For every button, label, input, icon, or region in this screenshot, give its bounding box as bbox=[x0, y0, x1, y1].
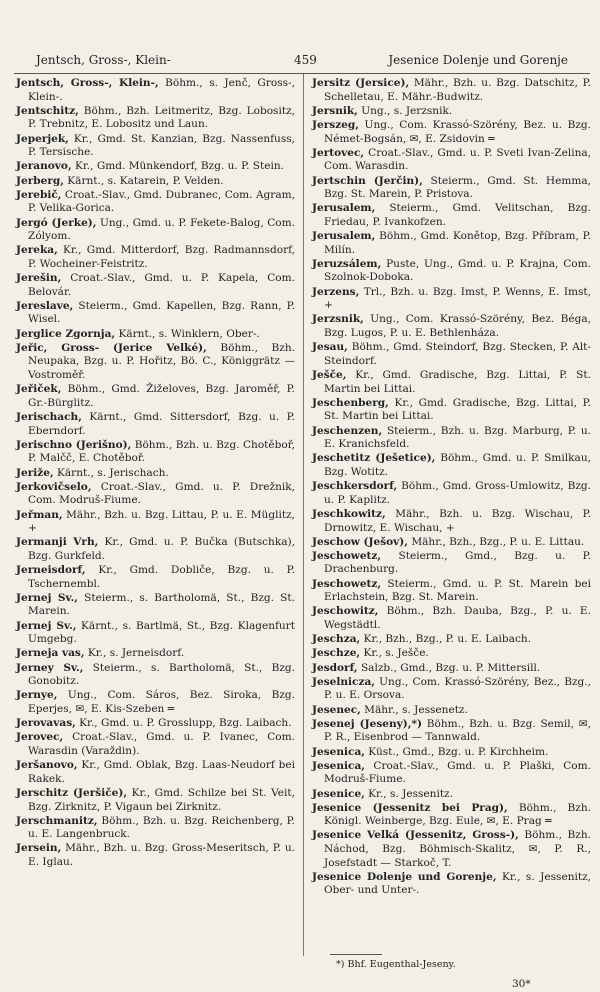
gazetteer-entry bbox=[312, 605, 591, 632]
gazetteer-entry bbox=[16, 105, 295, 132]
entry-headword: Jerovec, bbox=[16, 731, 64, 744]
gazetteer-entry bbox=[312, 369, 591, 396]
entry-headword: Jerischach, bbox=[16, 410, 82, 423]
entry-text: Kr., Gmd. Dobliče, Bzg. u. P. Tschernembl. bbox=[28, 564, 295, 590]
gazetteer-entry bbox=[312, 633, 591, 647]
entry-headword: Jeschenzen, bbox=[312, 424, 383, 437]
entry-headword: Jeschow (Ješov), bbox=[312, 535, 408, 548]
entry-headword: Jerusalem, bbox=[312, 202, 376, 215]
gazetteer-entry bbox=[16, 383, 295, 410]
gazetteer-entry bbox=[16, 328, 295, 342]
entry-text: Steierm., Gmd. Kapellen, Bzg. Rann, P. Wisel. bbox=[28, 299, 295, 326]
entry-text: Kr., s. Jerneisdorf. bbox=[84, 647, 185, 660]
gazetteer-entry bbox=[312, 718, 591, 745]
gazetteer-entry bbox=[16, 536, 295, 563]
entry-headword: Jerschmanitz, bbox=[16, 814, 98, 827]
gazetteer-entry bbox=[16, 759, 295, 786]
entry-headword: Jerszeg, bbox=[312, 118, 359, 131]
entry-text: Puste, Ung., Gmd. u. P. Krajna, Com. Szolnok-Doboka. bbox=[324, 257, 591, 284]
gazetteer-entry bbox=[312, 341, 591, 368]
gazetteer-entry bbox=[16, 717, 295, 731]
entry-headword: Jeperjek, bbox=[16, 132, 69, 145]
gazetteer-entry bbox=[312, 536, 591, 550]
entry-text: Böhm., s. Jenč, Gross-, Klein-. bbox=[28, 77, 295, 103]
gazetteer-entry bbox=[16, 787, 295, 814]
entry-headword: Jerischno (Jerišno), bbox=[16, 438, 132, 451]
entry-text: Croat.-Slav., Gmd. u. P. Plaški, Com. Modruš-Fiume. bbox=[324, 759, 591, 786]
gazetteer-entry bbox=[16, 592, 295, 619]
entry-headword: Jermanji Vrh, bbox=[16, 536, 99, 549]
entry-text: Croat.-Slav., Gmd. u. P. Kapela, Com. Belovár. bbox=[28, 272, 295, 298]
entry-headword: Jerebič, bbox=[16, 188, 62, 201]
gazetteer-entry bbox=[16, 439, 295, 466]
gazetteer-entry bbox=[16, 481, 295, 508]
page-number: 459 bbox=[294, 53, 317, 67]
entry-text: Kr., Gmd. u. P. Bučka (Butschka), Bzg. Gurkfeld. bbox=[28, 536, 295, 562]
gazetteer-entry bbox=[312, 704, 591, 718]
entry-text: Croat.-Slav., Gmd. Dubranec, Com. Agram, P. Velika-Gorica. bbox=[28, 188, 295, 215]
entry-text: Böhm., Gmd. Steindorf, Bzg. Stecken, P. Alt-Steindorf. bbox=[324, 341, 591, 367]
entry-text: Kärnt., s. Bartlmä, St., Bzg. Klagenfurt Umgebg. bbox=[28, 619, 296, 646]
entry-headword: Jeschowitz, bbox=[312, 605, 379, 618]
gazetteer-entry bbox=[312, 676, 591, 703]
gazetteer-entry bbox=[16, 509, 295, 536]
running-head-left: Jentsch, Gross-, Klein- bbox=[36, 53, 171, 67]
entry-headword: Jeschza, bbox=[312, 633, 361, 646]
column-divider bbox=[303, 74, 304, 956]
entry-text: Kr., s. Jessenitz. bbox=[364, 787, 453, 800]
entry-text: Mähr., Bzh., Bzg., P. u. E. Littau. bbox=[407, 535, 585, 548]
entry-headword: Jeřiček, bbox=[16, 383, 62, 396]
gazetteer-entry bbox=[312, 662, 591, 676]
gazetteer-entry bbox=[312, 175, 591, 202]
entry-headword: Jesenice Velká (Jessenitz, Gross-), bbox=[312, 829, 519, 842]
gazetteer-entry bbox=[312, 119, 591, 146]
entry-text: Steierm., Gmd. St. Hemma, Bzg. St. Marein, P. Pristova. bbox=[324, 174, 591, 201]
entry-text: Steierm., Gmd., Bzg. u. P. Drachenburg. bbox=[324, 549, 591, 576]
gazetteer-entry bbox=[312, 550, 591, 577]
entry-headword: Jerovavas, bbox=[16, 717, 76, 730]
entry-text: Steierm., Bzh. u. Bzg. Marburg, P. u. E. Kranichsfeld. bbox=[324, 424, 591, 451]
entry-headword: Jertovec, bbox=[312, 146, 365, 159]
entry-text: Kr., Gmd. Gradische, Bzg. Littai, P. St. Martin bei Littai. bbox=[324, 369, 591, 395]
entry-text: Mähr., Bzh. u. Bzg. Datschitz, P. Schelletau, E. Mähr.-Budwitz. bbox=[324, 77, 591, 103]
entry-headword: Jeřic, Gross- (Jerice Velké), bbox=[16, 341, 207, 354]
gazetteer-entry bbox=[312, 746, 591, 760]
entry-headword: Jeschetitz (Ješetice), bbox=[312, 452, 436, 465]
entry-text: Kr., Gmd. Oblak, Bzg. Laas-Neudorf bei Rakek. bbox=[28, 759, 295, 785]
entry-text: Steierm., Gmd. u. P. St. Marein bei Erlachstein, Bzg. St. Marein. bbox=[324, 577, 591, 604]
gazetteer-entry bbox=[16, 133, 295, 160]
gazetteer-entry bbox=[312, 425, 591, 452]
entry-text: Kr., Bzh., Bzg., P. u. E. Laibach. bbox=[360, 633, 532, 646]
entry-text: Ung., Com. Krassó-Szörény, Bez. Béga, Bzg. Lugos, P. u. E. Bethlenháza. bbox=[324, 313, 591, 340]
entry-text: Steierm., Gmd. Velitschan, Bzg. Friedau, P. Ivankofzen. bbox=[324, 202, 591, 228]
gazetteer-entry bbox=[312, 286, 591, 313]
entry-text: Kr., Gmd. Gradische, Bzg. Littai, P. St. Martin bei Littai. bbox=[324, 396, 591, 423]
entry-text: Kr., s. Ješče. bbox=[360, 647, 429, 660]
right-column bbox=[312, 77, 591, 899]
left-column bbox=[16, 77, 295, 870]
entry-headword: Jeršanovo, bbox=[16, 759, 78, 772]
entry-text: Kr., s. Jessenitz, Ober- und Unter-. bbox=[324, 870, 592, 897]
gazetteer-entry bbox=[16, 647, 295, 661]
entry-headword: Ješče, bbox=[312, 369, 347, 381]
entry-headword: Jerneja vas, bbox=[16, 647, 85, 660]
entry-text: Kärnt., Gmd. Sittersdorf, Bzg. u. P. Eberndorf. bbox=[28, 410, 295, 437]
entry-headword: Jentschitz, bbox=[16, 104, 79, 117]
entry-headword: Jesenice, bbox=[312, 787, 365, 800]
entry-headword: Jeranovo, bbox=[16, 160, 72, 173]
entry-headword: Jerkovičselo, bbox=[16, 480, 92, 493]
entry-text: Böhm., Gmd. Gross-Umlowitz, Bzg. u. P. Kaplitz. bbox=[324, 480, 591, 506]
entry-headword: Jesenec, bbox=[312, 703, 361, 716]
gazetteer-entry bbox=[16, 842, 295, 869]
entry-headword: Jesenica, bbox=[312, 759, 365, 772]
entry-headword: Jeschze, bbox=[312, 647, 361, 660]
entry-headword: Jesdorf, bbox=[312, 661, 358, 674]
entry-headword: Jerzens, bbox=[312, 285, 360, 298]
entry-headword: Jesenej (Jeseny),*) bbox=[312, 717, 422, 730]
entry-headword: Jesenica, bbox=[312, 745, 365, 758]
running-head-right: Jesenice Dolenje und Gorenje bbox=[388, 53, 568, 67]
entry-text: Kärnt., s. Jerischach. bbox=[53, 466, 169, 479]
entry-text: Croat.-Slav., Gmd. u. P. Ivanec, Com. Warasdin (Varaždin). bbox=[28, 731, 295, 757]
entry-text: Böhm., Bzh. Náchod, Bzg. Böhmisch-Skalitz, ✉, P. R., Josefstadt — Starkoč, T. bbox=[324, 829, 591, 869]
gazetteer-entry bbox=[312, 258, 591, 285]
gazetteer-entry bbox=[16, 272, 295, 299]
entry-text: Salzb., Gmd., Bzg. u. P. Mittersill. bbox=[357, 661, 541, 674]
gazetteer-entry bbox=[16, 342, 295, 383]
entry-headword: Jeřman, bbox=[16, 508, 63, 521]
gazetteer-entry bbox=[312, 452, 591, 479]
gazetteer-entry bbox=[312, 480, 591, 507]
entry-text: Mähr., Bzh. u. Bzg. Gross-Meseritsch, P. u. E. Iglau. bbox=[28, 842, 295, 869]
entry-text: Ung., Gmd. u. P. Fekete-Balog, Com. Zólyom. bbox=[28, 216, 295, 243]
entry-headword: Jeruzsálem, bbox=[312, 257, 382, 270]
entry-headword: Jersnik, bbox=[312, 104, 358, 117]
entry-text: Böhm., Bzh. u. Bzg. Semil, ✉, P. R., Eisenbrod — Tannwald. bbox=[324, 717, 591, 744]
entry-text: Böhm., Bzh. u. Bzg. Chotěboř, P. Malčč, E. Chotěboř. bbox=[28, 438, 295, 465]
entry-headword: Jerešin, bbox=[16, 272, 62, 285]
entry-text: Steierm., s. Bartholomä, St., Bzg. Gonobitz. bbox=[28, 661, 295, 688]
gazetteer-entry bbox=[16, 620, 295, 647]
entry-headword: Jerusalem, bbox=[312, 230, 376, 243]
header-rule bbox=[14, 73, 590, 74]
entry-text: Croat.-Slav., Gmd. u. P. Sveti Ivan-Zelina, Com. Warasdin. bbox=[324, 146, 591, 173]
gazetteer-entry bbox=[16, 467, 295, 481]
entry-headword: Jesenice Dolenje und Gorenje, bbox=[312, 870, 497, 883]
page-header bbox=[16, 50, 586, 70]
entry-text: Böhm., Bzh. Leitmeritz, Bzg. Lobositz, P. Trebnitz, E. Lobositz und Laun. bbox=[28, 104, 295, 131]
entry-text: Kr., Gmd. Schilze bei St. Veit, Bzg. Zirknitz, P. Vigaun bei Zirknitz. bbox=[28, 786, 296, 813]
gazetteer-entry bbox=[312, 105, 591, 119]
entry-text: Kärnt., s. Winklern, Ober-. bbox=[115, 327, 260, 340]
entry-headword: Jerschitz (Jeršiče), bbox=[16, 786, 128, 799]
footnote-rule bbox=[330, 954, 382, 955]
gazetteer-entry bbox=[312, 802, 591, 829]
entry-headword: Jeschkersdorf, bbox=[312, 480, 398, 493]
gazetteer-entry bbox=[312, 578, 591, 605]
entry-text: Croat.-Slav., Gmd. u. P. Drežnik, Com. Modruš-Fiume. bbox=[28, 480, 295, 507]
gazetteer-entry bbox=[16, 662, 295, 689]
entry-headword: Jeriže, bbox=[16, 466, 54, 479]
entry-text: Böhm., Gmd. u. P. Smilkau, Bzg. Wotitz. bbox=[324, 452, 591, 478]
entry-text: Küst., Gmd., Bzg. u. P. Kirchheim. bbox=[364, 745, 549, 758]
entry-text: Mähr., Bzh. u. Bzg. Littau, P. u. E. Müglitz, + bbox=[28, 508, 295, 535]
gazetteer-entry bbox=[312, 760, 591, 787]
gazetteer-entry bbox=[16, 77, 295, 104]
entry-headword: Jerglice Zgornja, bbox=[16, 327, 116, 340]
entry-headword: Jereka, bbox=[16, 244, 58, 257]
entry-text: Böhm., Gmd. Žiželoves, Bzg. Jaroměř, P. Gr.-Bürglitz. bbox=[28, 383, 295, 409]
gazetteer-entry bbox=[16, 217, 295, 244]
gazetteer-entry bbox=[312, 147, 591, 174]
entry-text: Mähr., s. Jessenetz. bbox=[360, 703, 468, 716]
entry-text: Kr., Gmd. Mitterdorf, Bzg. Radmannsdorf, P. Wocheiner-Feistritz. bbox=[28, 244, 295, 270]
entry-headword: Jergó (Jerke), bbox=[16, 216, 97, 229]
entry-headword: Jerzsnik, bbox=[312, 313, 364, 326]
entry-text: Mähr., Bzh. u. Bzg. Wischau, P. Drnowitz, E. Wischau, + bbox=[324, 507, 591, 534]
entry-headword: Jerneisdorf, bbox=[16, 564, 86, 577]
entry-text: Böhm., Bzh. Königl. Weinberge, Bzg. Eule, ✉, E. Prag ═ bbox=[324, 801, 591, 828]
footnote: *) Bhf. Eugenthal-Jeseny. bbox=[336, 959, 456, 970]
gazetteer-entry bbox=[312, 397, 591, 424]
entry-text: Böhm., Bzh. u. Bzg. Reichenberg, P. u. E. Langenbruck. bbox=[28, 814, 295, 841]
entry-headword: Jernye, bbox=[16, 689, 58, 702]
gazetteer-entry bbox=[312, 313, 591, 340]
entry-text: Böhm., Gmd. Konětop, Bzg. Příbram, P. Milín. bbox=[324, 230, 591, 256]
entry-text: Böhm., Bzh. Dauba, Bzg., P. u. E. Wegstädtl. bbox=[324, 605, 591, 632]
entry-headword: Jerney Sv., bbox=[16, 661, 84, 674]
entry-text: Kärnt., s. Katarein, P. Velden. bbox=[63, 174, 224, 187]
entry-headword: Jeschkowitz, bbox=[312, 507, 386, 520]
gazetteer-entry bbox=[16, 189, 295, 216]
entry-text: Kr., Gmd. u. P. Grosslupp, Bzg. Laibach. bbox=[75, 717, 292, 730]
entry-headword: Jerberg, bbox=[16, 174, 64, 187]
entry-text: Kr., Gmd. St. Kanzian, Bzg. Nassenfuss, P. Tersische. bbox=[28, 132, 295, 159]
gazetteer-entry bbox=[16, 815, 295, 842]
gazetteer-entry bbox=[16, 160, 295, 174]
entry-headword: Jeschowetz, bbox=[312, 577, 382, 590]
entry-text: Kr., Gmd. Münkendorf, Bzg. u. P. Stein. bbox=[71, 160, 285, 173]
entry-text: Ung., Com. Krassó-Szörény, Bez. u. Bzg. Német-Bogsán, ✉, E. Zsidovin ═ bbox=[324, 118, 591, 145]
gazetteer-entry bbox=[16, 564, 295, 591]
gazetteer-entry bbox=[16, 411, 295, 438]
entry-headword: Jeselnicza, bbox=[312, 675, 375, 688]
gazetteer-entry bbox=[312, 508, 591, 535]
entry-headword: Jernej Sv., bbox=[16, 591, 78, 604]
entry-text: Ung., s. Jerzsnik. bbox=[357, 104, 453, 117]
gazetteer-entry bbox=[312, 871, 591, 898]
gazetteer-entry bbox=[312, 647, 591, 661]
gazetteer-entry bbox=[312, 77, 591, 104]
entry-headword: Jeschowetz, bbox=[312, 549, 382, 562]
entry-text: Ung., Com. Krassó-Szörény, Bez., Bzg., P. u. E. Orsova. bbox=[324, 675, 591, 702]
entry-headword: Jesau, bbox=[312, 341, 348, 354]
entry-headword: Jertschin (Jerčin), bbox=[312, 174, 423, 187]
gazetteer-entry bbox=[16, 689, 295, 716]
gazetteer-entry bbox=[16, 300, 295, 327]
entry-headword: Jentsch, Gross-, Klein-, bbox=[16, 77, 159, 89]
entry-text: Ung., Com. Sáros, Bez. Siroka, Bzg. Eperjes, ✉, E. Kis-Szeben ═ bbox=[28, 689, 295, 715]
gazetteer-entry bbox=[312, 202, 591, 229]
entry-headword: Jersitz (Jersice), bbox=[312, 77, 410, 89]
entry-text: Böhm., Bzh. Neupaka, Bzg. u. P. Hořitz, Bö. C., Königgrätz — Vostroměř. bbox=[28, 341, 295, 381]
entry-headword: Jereslave, bbox=[16, 299, 74, 312]
entry-headword: Jernej Sv., bbox=[16, 619, 77, 632]
gazetteer-entry bbox=[312, 829, 591, 870]
entry-text: Steierm., s. Bartholomä, St., Bzg. St. Marein. bbox=[28, 591, 295, 618]
gazetteer-entry bbox=[312, 230, 591, 257]
gazetteer-entry bbox=[16, 731, 295, 758]
entry-headword: Jeschenberg, bbox=[312, 396, 389, 409]
gazetteer-entry bbox=[312, 788, 591, 802]
signature-mark: 30* bbox=[512, 978, 531, 990]
entry-text: Trl., Bzh. u. Bzg. Imst, P. Wenns, E. Imst, + bbox=[324, 285, 591, 312]
gazetteer-entry bbox=[16, 175, 295, 189]
gazetteer-entry bbox=[16, 244, 295, 271]
entry-headword: Jesenice (Jessenitz bei Prag), bbox=[312, 801, 508, 814]
entry-headword: Jersein, bbox=[16, 842, 62, 855]
